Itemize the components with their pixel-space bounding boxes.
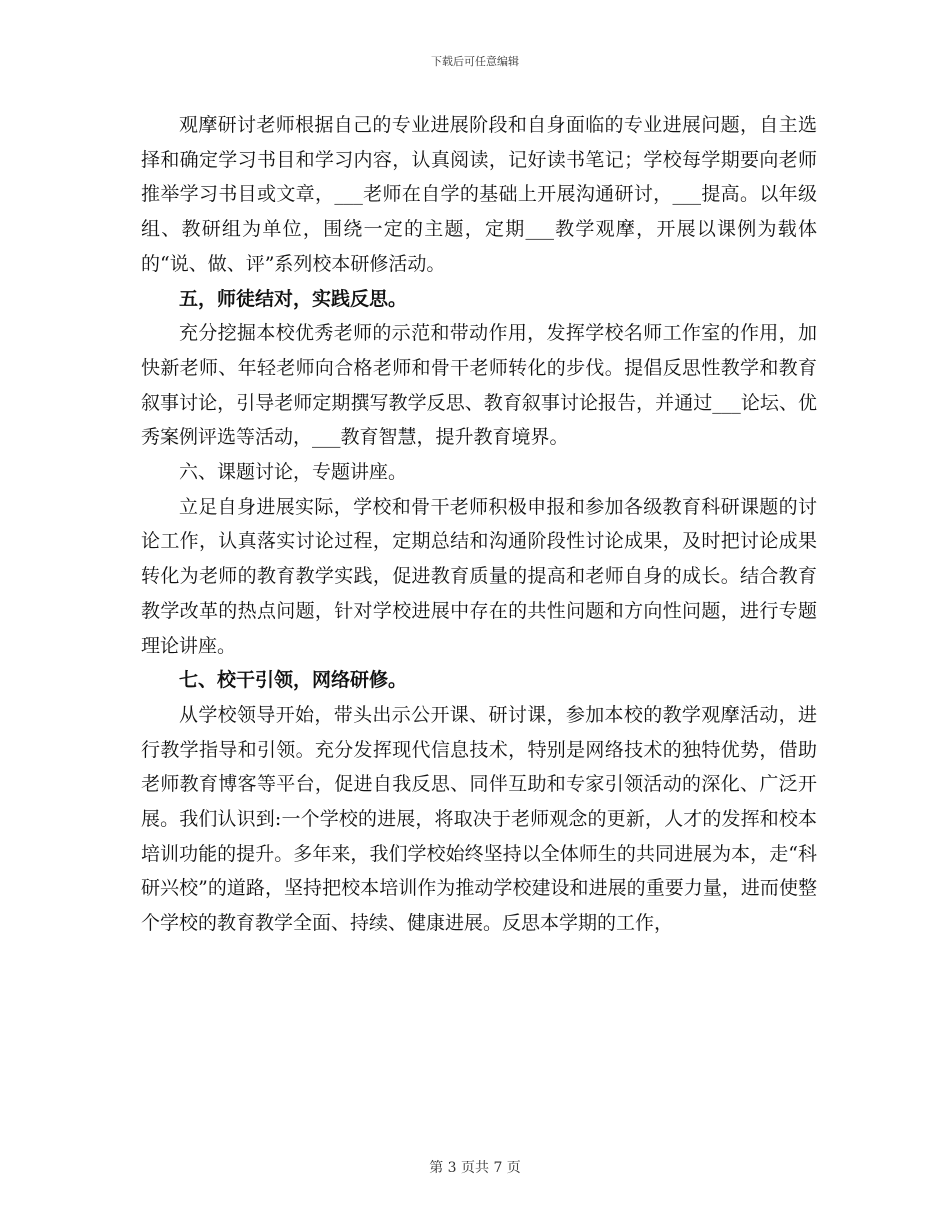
section-heading-6: 六、课题讨论，专题讲座。 [179,461,408,484]
paragraph-research: 立足自身进展实际，学校和骨干老师积极申报和参加各级教育科研课题的讨论工作，认真落实讨论过程，定期总结和沟通阶段性讨论成果，及时把讨论成果转化为老师的教育教学实践，促进教育质量的提高和老师自身的成长。结合教育教学改革的热点问题，针对学校进展中存在的共性问题和方向性问题，进行专题理论讲座。 [141,495,817,657]
page-header: 下载后可任意编辑 [431,55,519,68]
paragraph-leadership: 从学校领导开始，带头出示公开课、研讨课，参加本校的教学观摩活动，进行教学指导和引领。充分发挥现代信息技术，特别是网络技术的独特优势，借助老师教育博客等平台，促进自我反思、同伴互助和专家引领活动的深化、广泛开展。我们认识到:一个学校的进展，将取决于老师观念的更新，人才的发挥和校本培训功能的提升。多年来，我们学校始终坚持以全体师生的共同进展为本，走“科研兴校”的道路，坚持把校本培训作为推动学校建设和进展的重要力量，进而使整个学校的教育教学全面、持续、健康进展。反思本学期的工作， [141,703,817,935]
paragraph-mentoring: 充分挖掘本校优秀老师的示范和带动作用，发挥学校名师工作室的作用，加快新老师、年轻老师向合格老师和骨干老师转化的步伐。提倡反思性教学和教育叙事讨论，引导老师定期撰写教学反思、教育叙事讨论报告，并通过___论坛、优秀案例评选等活动，___教育智慧，提升教育境界。 [141,322,817,449]
section-heading-7: 七、校干引领，网络研修。 [179,669,408,692]
paragraph-observation: 观摩研讨老师根据自己的专业进展阶段和自身面临的专业进展问题，自主选择和确定学习书目和学习内容，认真阅读，记好读书笔记；学校每学期要向老师推举学习书目或文章，___老师在自学的基础上开展沟通研讨，___提高。以年级组、教研组为单位，围绕一定的主题，定期___教学观摩，开展以课例为载体的“说、做、评”系列校本研修活动。 [141,114,817,275]
section-heading-5: 五，师徒结对，实践反思。 [179,287,408,310]
document-body [141,108,817,941]
page-footer: 第 3 页共 7 页 [429,1160,521,1176]
